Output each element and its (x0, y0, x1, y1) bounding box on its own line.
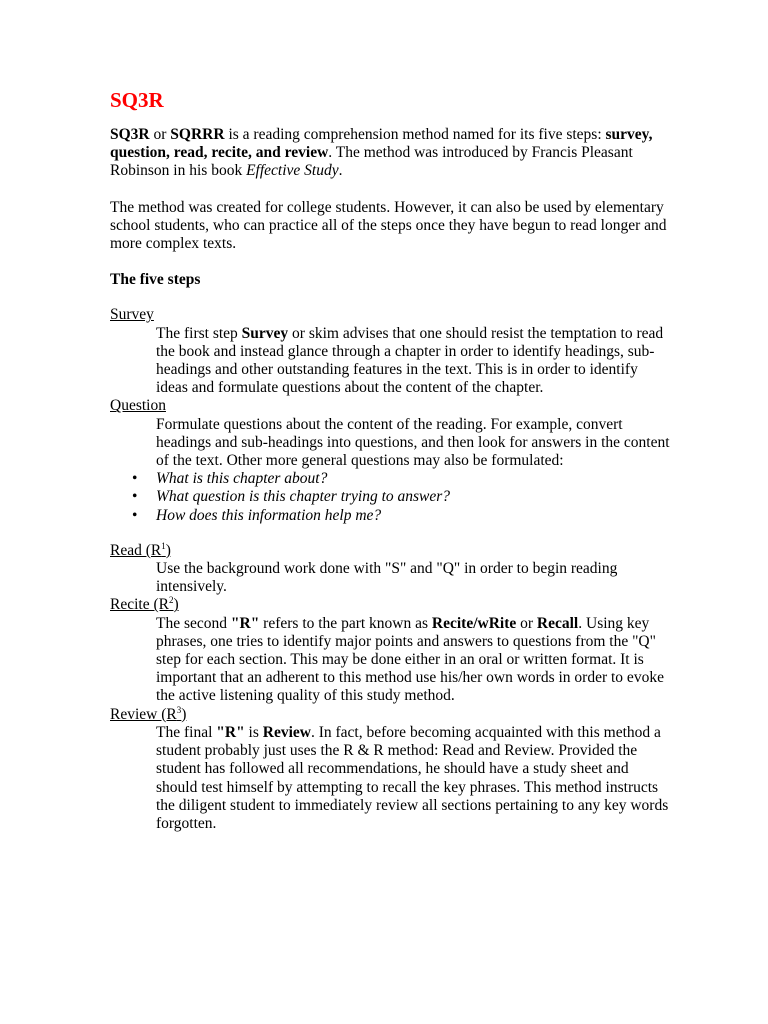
book-title: Effective Study (246, 162, 339, 180)
list-item: • What is this chapter about? (156, 470, 670, 488)
review-description (156, 724, 670, 833)
term-review (110, 706, 670, 724)
review-bold-2: Review (262, 723, 311, 741)
intro-or: or (149, 126, 171, 143)
intro-steps: survey, question, read, recite, and review (110, 126, 653, 162)
survey-bold: Survey (241, 324, 289, 342)
term-survey: Survey (110, 306, 154, 324)
document-body (110, 88, 670, 833)
review-sup: 3 (176, 704, 182, 715)
section-heading: The five steps (110, 271, 201, 289)
recite-term-close: ) (173, 596, 179, 614)
recite-text-2: refers to the part known as (259, 614, 432, 632)
read-term-text: Read (R (110, 541, 162, 559)
read-description: Use the background work done with "S" and "Q" in order to begin reading intensively. (156, 560, 618, 596)
term-sqrrr: SQRRR (170, 126, 225, 143)
recite-bold-2: Recite/wRite (431, 614, 517, 632)
page-title: SQ3R (110, 88, 164, 112)
intro-end: . (338, 162, 343, 180)
review-term-close: ) (181, 705, 187, 723)
review-text-3: . In fact, before becoming acquainted with this method a student probably just uses the R & R method: Read and Review. Provided the student has followed all recommendations, he should have a study sheet and should test himself by attempting to recall the key phrases. This method instructs the diligent student to immediately review all sections pertaining to any key words forgotten. (156, 723, 669, 832)
review-bold-1: "R" (216, 723, 245, 741)
read-term-close: ) (165, 541, 171, 559)
review-text-1: The final (156, 723, 217, 741)
survey-text-2: or skim advises that one should resist the temptation to read the book and instead glance through a chapter in order to identify headings, sub-headings and other outstanding features in the text. This is in order to identify ideas and formulate questions about the content of the chapter. (156, 324, 664, 397)
intro-paragraph (110, 126, 670, 181)
intro-text-1: is a reading comprehension method named for its five steps: (224, 126, 606, 143)
recite-bold-3: Recall (536, 614, 579, 632)
term-question: Question (110, 397, 166, 415)
review-term-text: Review (R (110, 705, 177, 723)
intro-text-2: . The method was introduced by Francis Pleasant Robinson in his book (110, 144, 633, 180)
term-recite (110, 596, 670, 614)
recite-sup: 2 (168, 595, 174, 606)
read-sup: 1 (161, 540, 166, 551)
survey-description (156, 325, 670, 398)
question-list (110, 470, 670, 525)
recite-term-text: Recite (R (110, 596, 169, 614)
term-sq3r: SQ3R (110, 126, 150, 143)
list-item: • What question is this chapter trying to answer? (156, 488, 670, 506)
paragraph-method: The method was created for college students. However, it can also be used by elementary school students, who can practice all of the steps once they have begun to read longer and more complex texts. (110, 198, 667, 253)
recite-text-1: The second (156, 614, 231, 632)
recite-description (156, 615, 670, 706)
recite-text-3: or (516, 614, 537, 632)
survey-text-1: The first step (156, 324, 242, 342)
list-item: • How does this information help me? (156, 507, 670, 525)
review-text-2: is (244, 723, 263, 741)
question-description: Formulate questions about the content of the reading. For example, convert headings and sub-headings into questions, and then look for answers in the content of the text. Other more general questions may also be formulated: (156, 415, 670, 470)
recite-text-4: . Using key phrases, one tries to identify major points and answers to questions from the "Q" step for each section. This may be done either in an oral or written format. It is important that an adherent to this method use his/her own words in order to evoke the active listening quality of this study method. (156, 614, 664, 705)
recite-bold-1: "R" (230, 614, 260, 632)
term-read (110, 542, 670, 560)
